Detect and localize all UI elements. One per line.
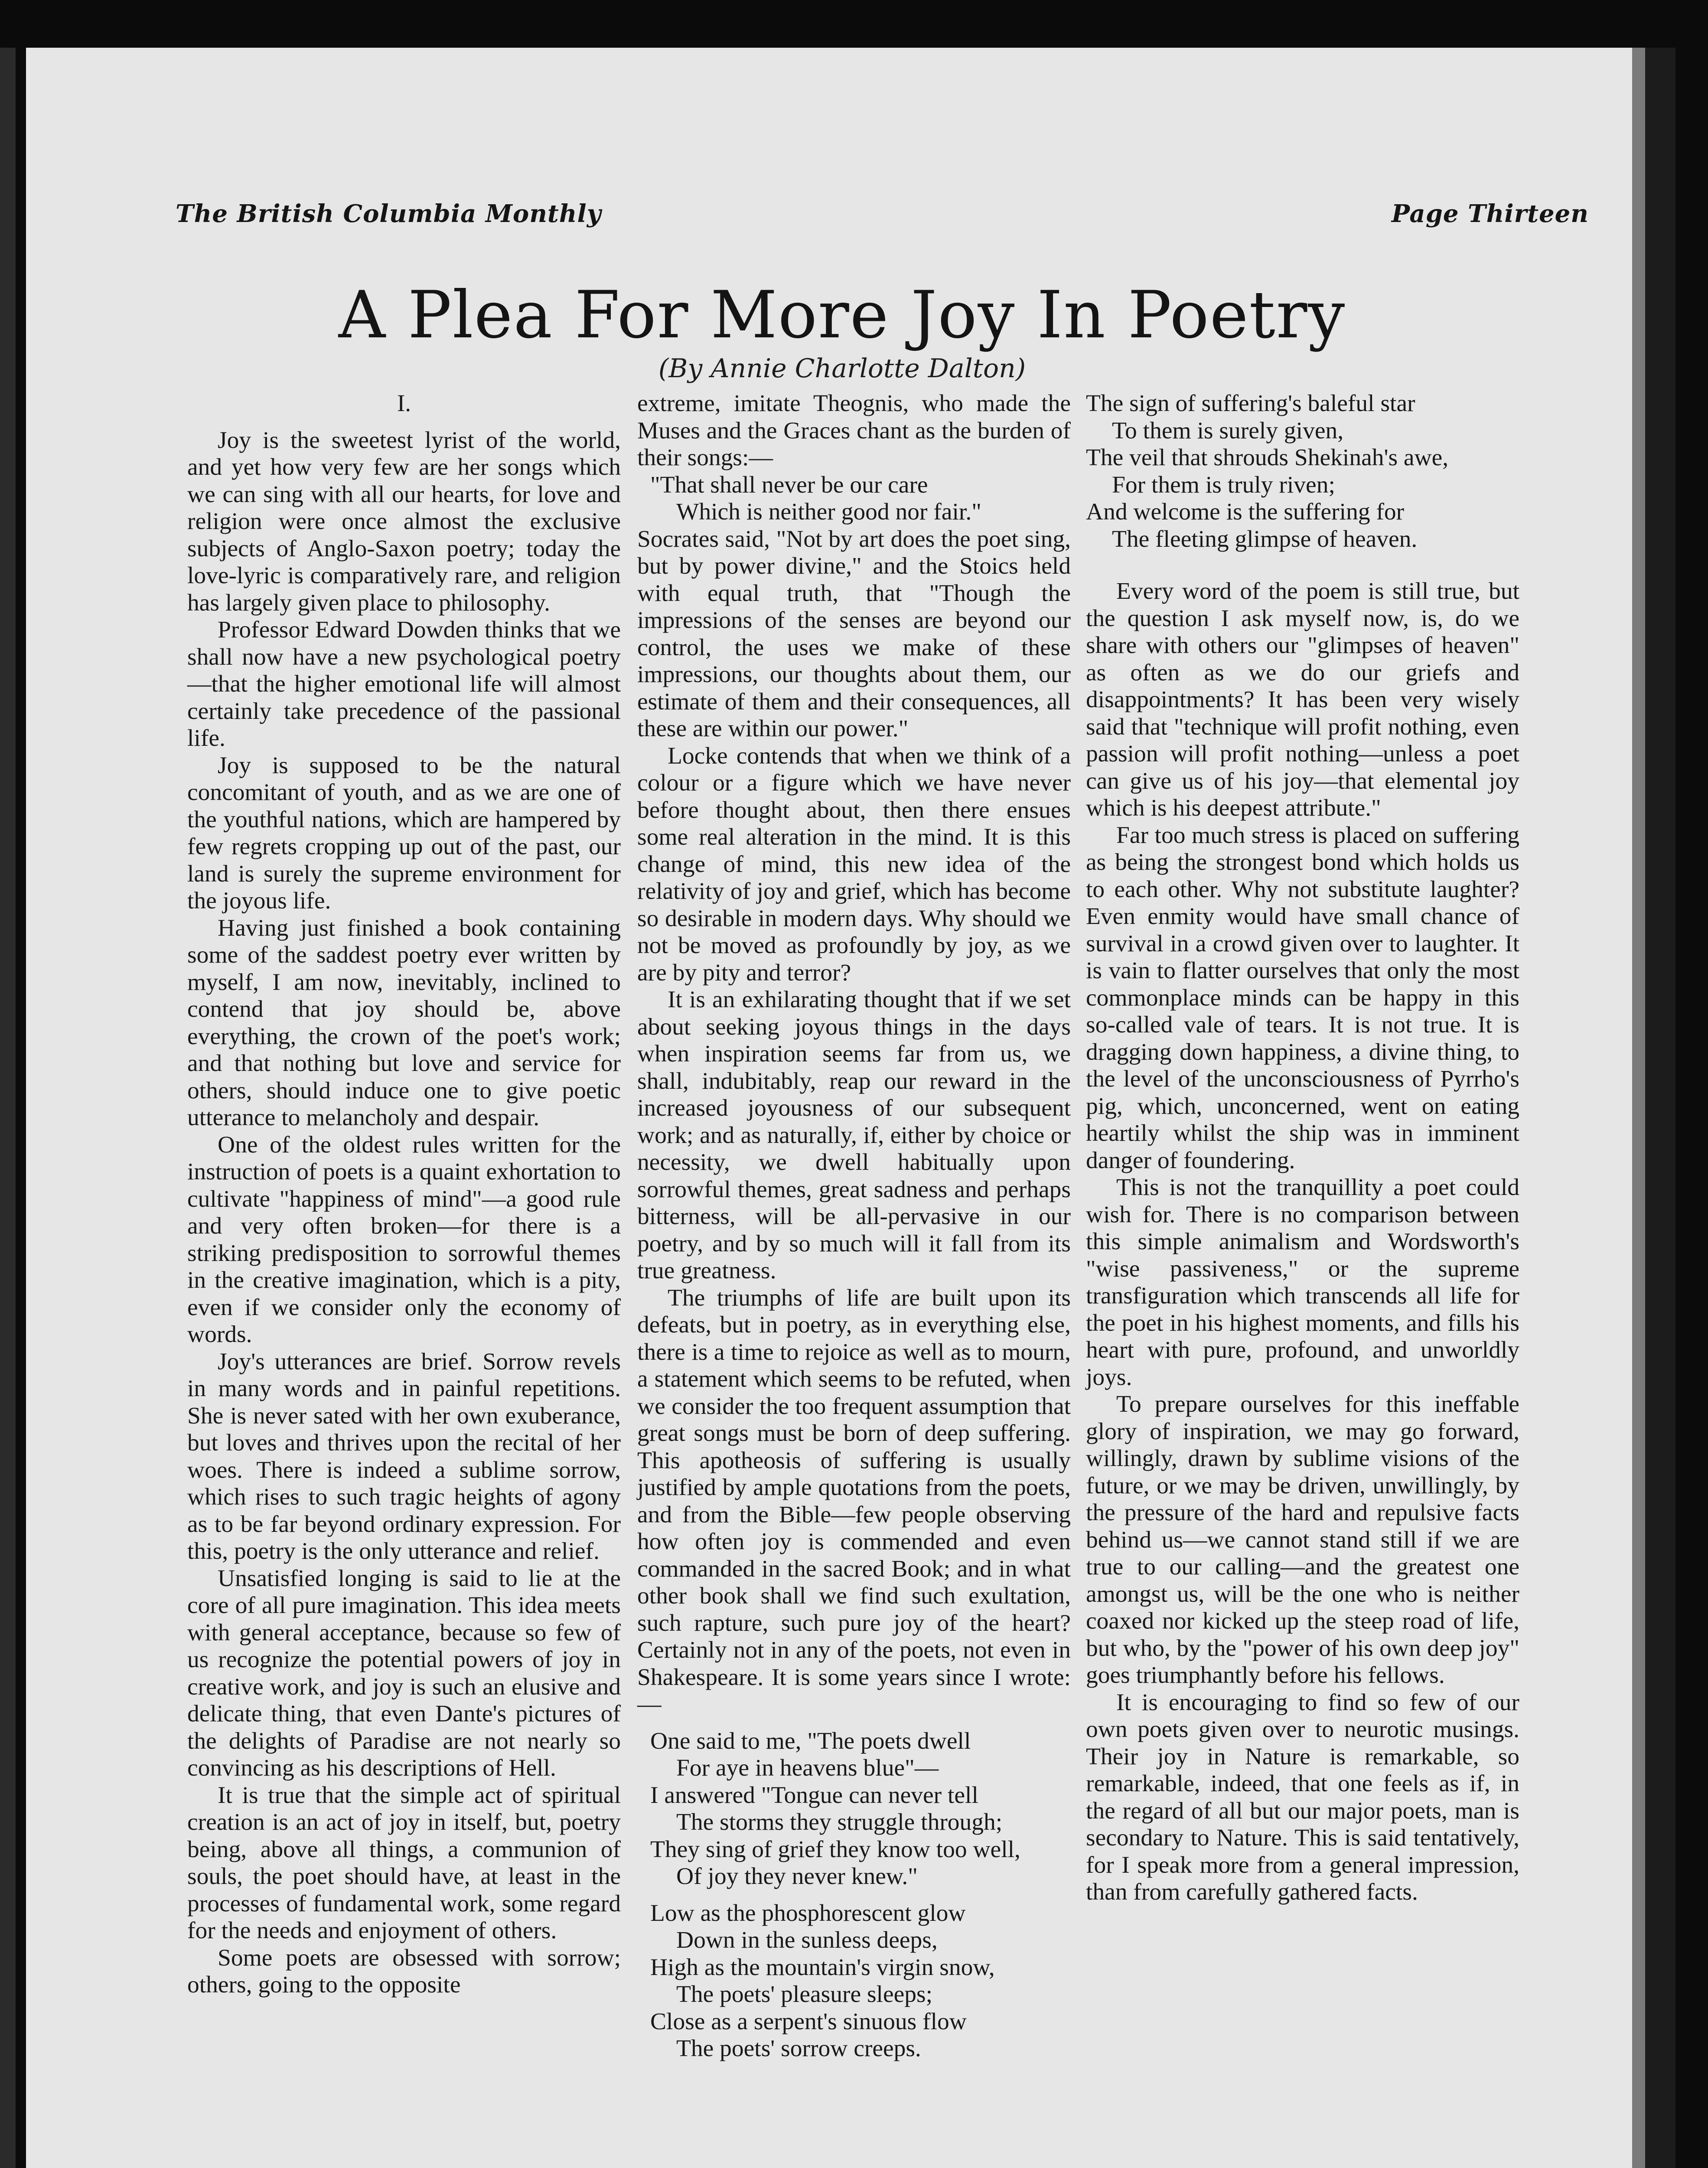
paragraph: Socrates said, "Not by art does the poet sing, but by power divine," and the Stoics held with equal truth, that "Though the impressions of the senses are beyond our control, the uses we make of these impressions, our thoughts about them, our estimate of them and their consequences, all these are within our power." [637, 526, 1071, 742]
poem-stanza-1 [650, 1728, 1071, 1890]
paragraph: Having just finished a book containing some of the saddest poetry ever written by myself, I am now, inevitably, inclined to contend that joy should be, above everything, the crown of the poet's work; and that nothing but love and service for others, should induce one to give poetic utterance to melancholy and despair. [187, 914, 621, 1131]
paragraph: The triumphs of life are built upon its defeats, but in poetry, as in everything else, there is a time to rejoice as well as to mourn, a statement which seems to be refuted, when we consider the too frequent assumption that great songs must be born of deep suffering. This apotheosis of suffering is usually justified by ample quotations from the poets, and from the Bible—few people observing how often joy is commended and even commanded in the sacred Book; and in what other book shall we find such exultation, such rapture, such pure joy of the heart? Certainly not in any of the poets, not even in Shakespeare. It is some years since I wrote:— [637, 1284, 1071, 1717]
page-left-edge [0, 48, 16, 2168]
running-header-publication: The British Columbia Monthly [176, 199, 602, 228]
verse-line: The poets' sorrow creeps. [676, 2035, 921, 2062]
paragraph: Professor Edward Dowden thinks that we shall now have a new psychological poetry—that the higher emotional life will almost certainly take precedence of the passional life. [187, 617, 621, 751]
verse-line: Of joy they never knew." [676, 1863, 918, 1890]
verse-line: I answered "Tongue can never tell [650, 1782, 978, 1809]
paragraph: Joy is the sweetest lyrist of the world, and yet how very few are her songs which we can sing with all our hearts, for love and religion were once almost the exclusive subjects of Anglo-Saxon poetry; today the love-lyric is comparatively rare, and religion has largely given place to philosophy. [187, 427, 621, 616]
verse-line: The fleeting glimpse of heaven. [1112, 526, 1418, 552]
verse-line: For them is truly riven; [1112, 471, 1335, 498]
paragraph: This is not the tranquillity a poet could wish for. There is no comparison between this simple animalism and Wordsworth's "wise passiveness," or the supreme transfiguration which transcends all life for the poet in his highest moments, and fills his heart with pure, profound, and unworldly joys. [1086, 1174, 1519, 1391]
paragraph: Unsatisfied longing is said to lie at the core of all pure imagination. This idea meets with general acceptance, because so few of us recognize the potential powers of joy in creative work, and joy is such an elusive and delicate thing, that even Dante's pictures of the delights of Paradise are not nearly so convincing as his descriptions of Hell. [187, 1565, 621, 1781]
verse-line: To them is surely given, [1112, 417, 1344, 444]
paragraph: To prepare ourselves for this ineffable glory of inspiration, we may go forward, willingly, drawn by sublime visions of the future, or we may be driven, unwillingly, by the pressure of the hard and repulsive facts behind us—we cannot stand still if we are true to our calling—and the greatest one amongst us, will be the one who is neither coaxed nor kicked up the steep road of life, but who, by the "power of his own deep joy" goes triumphantly before his fellows. [1086, 1391, 1519, 1688]
verse-line: Close as a serpent's sinuous flow [650, 2008, 967, 2035]
text-column-2 [637, 390, 1071, 2063]
verse-line: The storms they struggle through; [676, 1809, 1003, 1835]
paragraph: Joy is supposed to be the natural concomitant of youth, and as we are one of the youthful nations, which are hampered by few regrets cropping up out of the past, our land is surely the supreme environment for the joyous life. [187, 752, 621, 914]
verse-line: And welcome is the suffering for [1086, 499, 1405, 525]
article-title: A Plea For More Joy In Poetry [338, 278, 1346, 353]
verse-line: The poets' pleasure sleeps; [676, 1981, 933, 2008]
poem-stanza-2 [650, 1900, 1071, 2063]
text-column-3 [1086, 390, 1519, 1906]
theognis-quote [650, 472, 1071, 526]
paragraph: Every word of the poem is still true, but the question I ask myself now, is, do we share with others our "glimpses of heaven" as often as we do our griefs and disappointments? It has been very wisely said that "technique will profit nothing, even passion will profit nothing—unless a poet can give us of his joy—that elemental joy which is his deepest attribute." [1086, 578, 1519, 821]
paragraph: It is an exhilarating thought that if we set about seeking joyous things in the days when inspiration seems far from us, we shall, indubitably, reap our reward in the increased joyousness of our subsequent work; and as naturally, if, either by choice or necessity, we dwell habitually upon sorrowful themes, great sadness and perhaps bitterness, will be all-pervasive in our poetry, and by so much will it fall from its true greatness. [637, 986, 1071, 1284]
paragraph: It is encouraging to find so few of our own poets given over to neurotic musings. Their joy in Nature is remarkable, so remarkable, indeed, that one feels as if, in the regard of all but our major poets, man is secondary to Nature. This is said tentatively, for I speak more from a general impression, than from carefully gathered facts. [1086, 1689, 1519, 1905]
verse-line: One said to me, "The poets dwell [650, 1727, 971, 1754]
paragraph: Some poets are obsessed with sorrow; others, going to the opposite [187, 1944, 621, 1998]
verse-line: Which is neither good nor fair." [676, 499, 981, 525]
paragraph: Far too much stress is placed on suffering as being the strongest bond which holds us to each other. Why not substitute laughter? Even enmity would have small chance of survival in a crowd given over to laughter. It is vain to flatter ourselves that only the most commonplace minds can be happy in this so-called vale of tears. It is not true. It is dragging down happiness, a divine thing, to the level of the unconsciousness of Pyrrho's pig, which, unconcerned, went on eating heartily whilst the ship was in imminent danger of foundering. [1086, 822, 1519, 1174]
verse-line: "That shall never be our care [650, 471, 928, 498]
paragraph: Locke contends that when we think of a colour or a figure which we have never before thought about, then there ensues some real alteration in the mind. It is this change of mind, this new idea of the relativity of joy and grief, which has become so desirable in modern days. Why should we not be moved as profoundly by joy, as we are by pity and terror? [637, 742, 1071, 986]
verse-line: They sing of grief they know too well, [650, 1836, 1020, 1863]
paragraph: Joy's utterances are brief. Sorrow revels in many words and in painful repetitions. She is never sated with her own exuberance, but loves and thrives upon the recital of her woes. There is indeed a sublime sorrow, which rises to such tragic heights of agony as to be far beyond ordinary expression. For this, poetry is the only utterance and relief. [187, 1348, 621, 1564]
paragraph: One of the oldest rules written for the instruction of poets is a quaint exhortation to cultivate "happiness of mind"—a good rule and very often broken—for there is a striking predisposition to sorrowful themes in the creative imagination, which is a pity, even if we consider only the economy of words. [187, 1131, 621, 1348]
text-column-1 [187, 390, 621, 1999]
poem-stanza-3 [1086, 390, 1519, 553]
verse-line: Down in the sunless deeps, [676, 1927, 938, 1953]
verse-line: The sign of suffering's baleful star [1086, 390, 1415, 417]
binding-edge [1632, 48, 1675, 2168]
section-numeral: I. [397, 390, 411, 417]
paragraph: It is true that the simple act of spiritual creation is an act of joy in itself, but, poetry being, above all things, a communion of souls, the poet should have, at least in the processes of fundamental work, some regard for the needs and enjoyment of others. [187, 1782, 621, 1944]
magazine-page [26, 48, 1658, 2168]
verse-line: Low as the phosphorescent glow [650, 1900, 966, 1926]
verse-line: High as the mountain's virgin snow, [650, 1954, 995, 1981]
verse-line: The veil that shrouds Shekinah's awe, [1086, 444, 1449, 471]
article-byline: (By Annie Charlotte Dalton) [658, 353, 1026, 384]
verse-line: For aye in heavens blue"— [676, 1755, 939, 1781]
paragraph-continued: extreme, imitate Theognis, who made the Muses and the Graces chant as the burden of their songs:— [637, 390, 1071, 471]
running-header-page-number: Page Thirteen [1391, 199, 1589, 228]
